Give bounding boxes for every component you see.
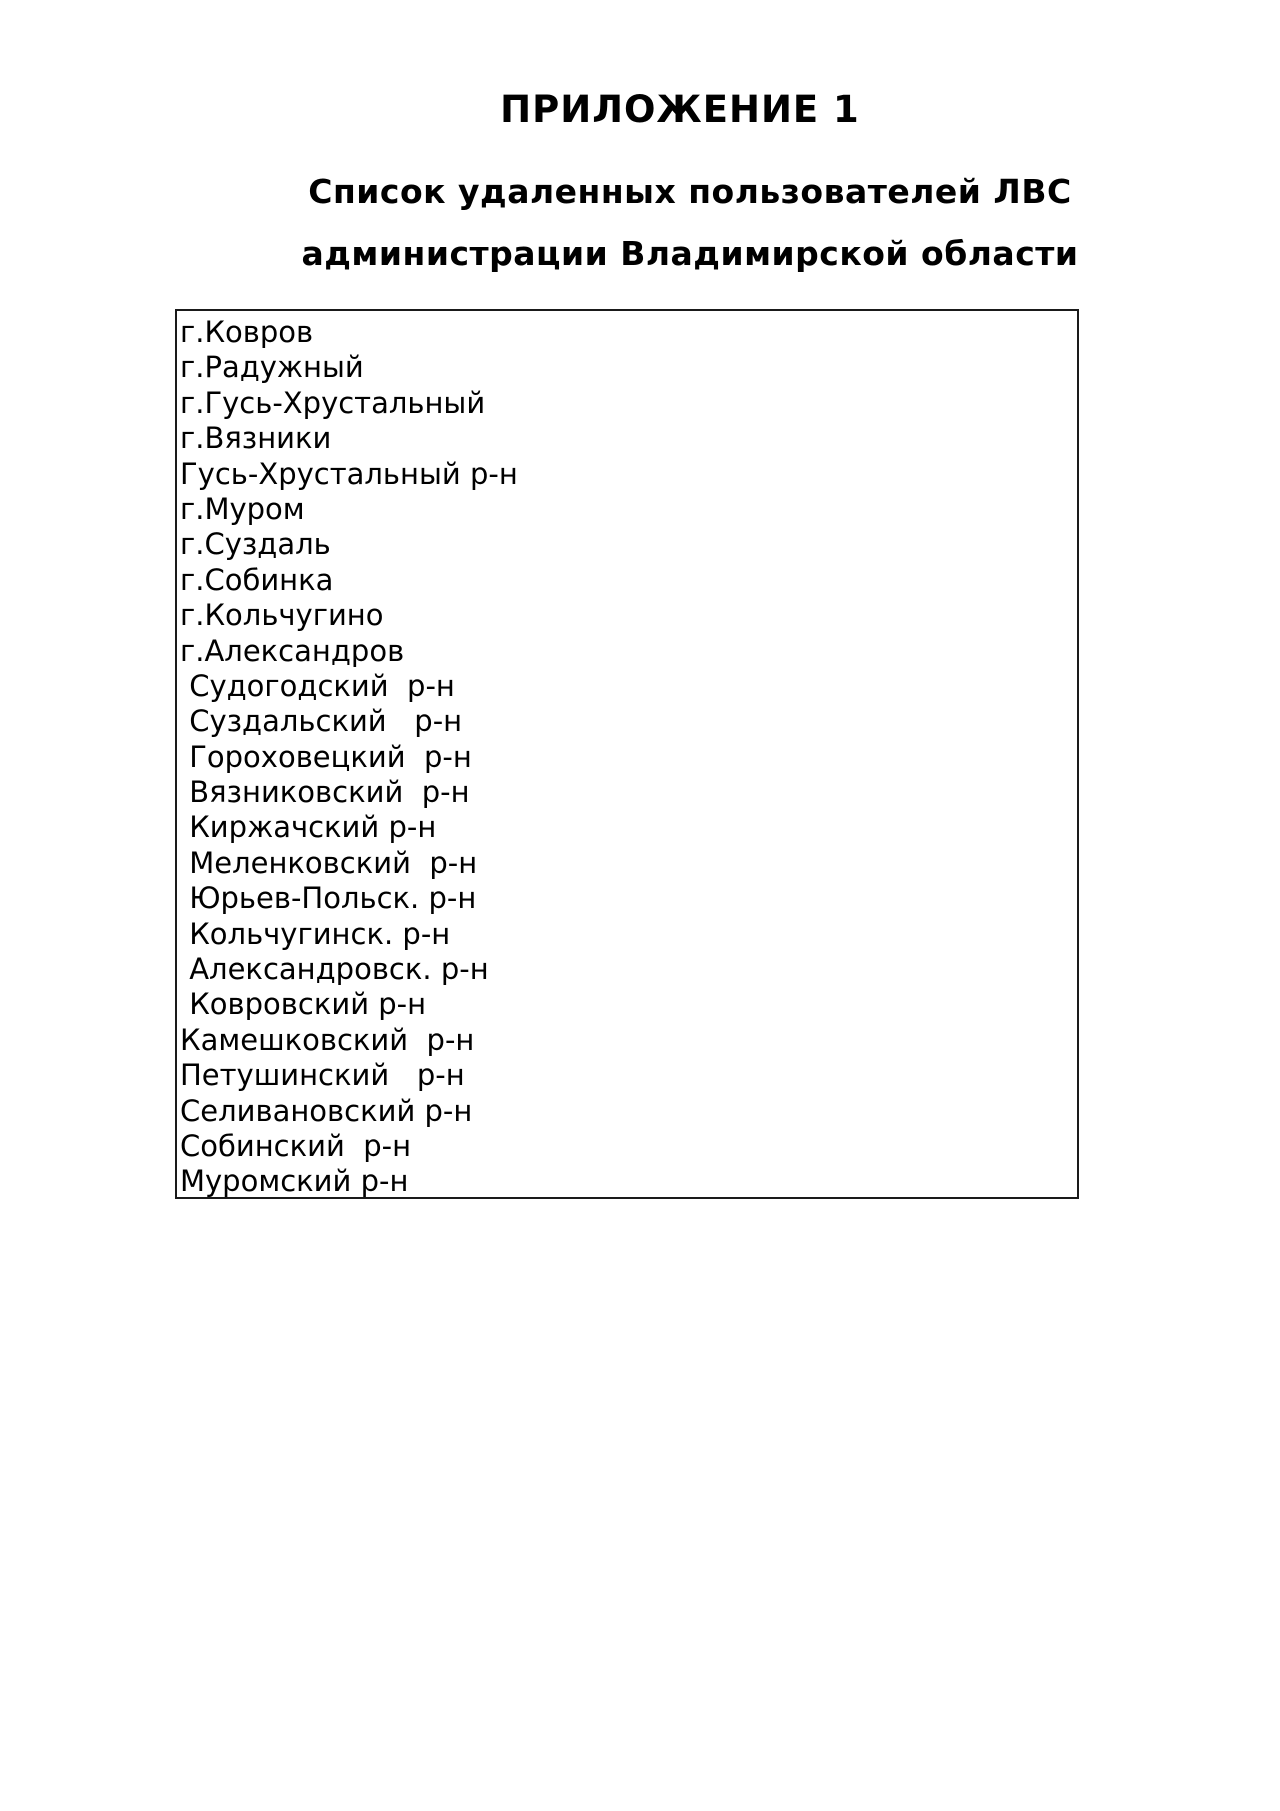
list-item: г.Собинка <box>180 562 334 597</box>
list-item: г.Ковров <box>180 315 314 349</box>
list-item: Киржачский р-н <box>180 810 437 845</box>
list-item: Гусь-Хрустальный р-н <box>180 456 518 491</box>
list-item: Селивановский р-н <box>180 1093 473 1128</box>
list-item: г.Муром <box>180 491 305 526</box>
list-item: Вязниковский р-н <box>180 775 470 810</box>
list-item: г.Гусь-Хрустальный <box>180 385 486 420</box>
list-item: Александровск. р-н <box>180 952 489 987</box>
appendix-title: ПРИЛОЖЕНИЕ 1 <box>500 88 860 131</box>
list-item: г.Александров <box>180 633 405 668</box>
list-item: Кольчугинск. р-н <box>180 916 451 951</box>
list-item: Ковровский р-н <box>180 987 427 1022</box>
users-list <box>180 315 518 1200</box>
users-list-box <box>175 309 1079 1199</box>
subtitle-line-1: Список удаленных пользователей ЛВС <box>308 172 1072 211</box>
list-item: г.Суздаль <box>180 527 331 562</box>
list-item: Камешковский р-н <box>180 1022 475 1057</box>
list-item: Судогодский р-н <box>180 668 455 703</box>
list-item: г.Радужный <box>180 350 364 385</box>
list-item: Меленковский р-н <box>180 845 478 880</box>
subtitle-line-2: администрации Владимирской области <box>301 234 1079 273</box>
list-item: г.Кольчугино <box>180 598 384 633</box>
list-item: Петушинский р-н <box>180 1058 465 1093</box>
list-item: г.Вязники <box>180 421 332 456</box>
list-item: Гороховецкий р-н <box>180 739 472 774</box>
list-item: Собинский р-н <box>180 1128 412 1163</box>
list-item: Муромский р-н <box>180 1164 409 1199</box>
list-item: Юрьев-Польск. р-н <box>180 881 477 916</box>
list-item: Суздальский р-н <box>180 704 463 739</box>
